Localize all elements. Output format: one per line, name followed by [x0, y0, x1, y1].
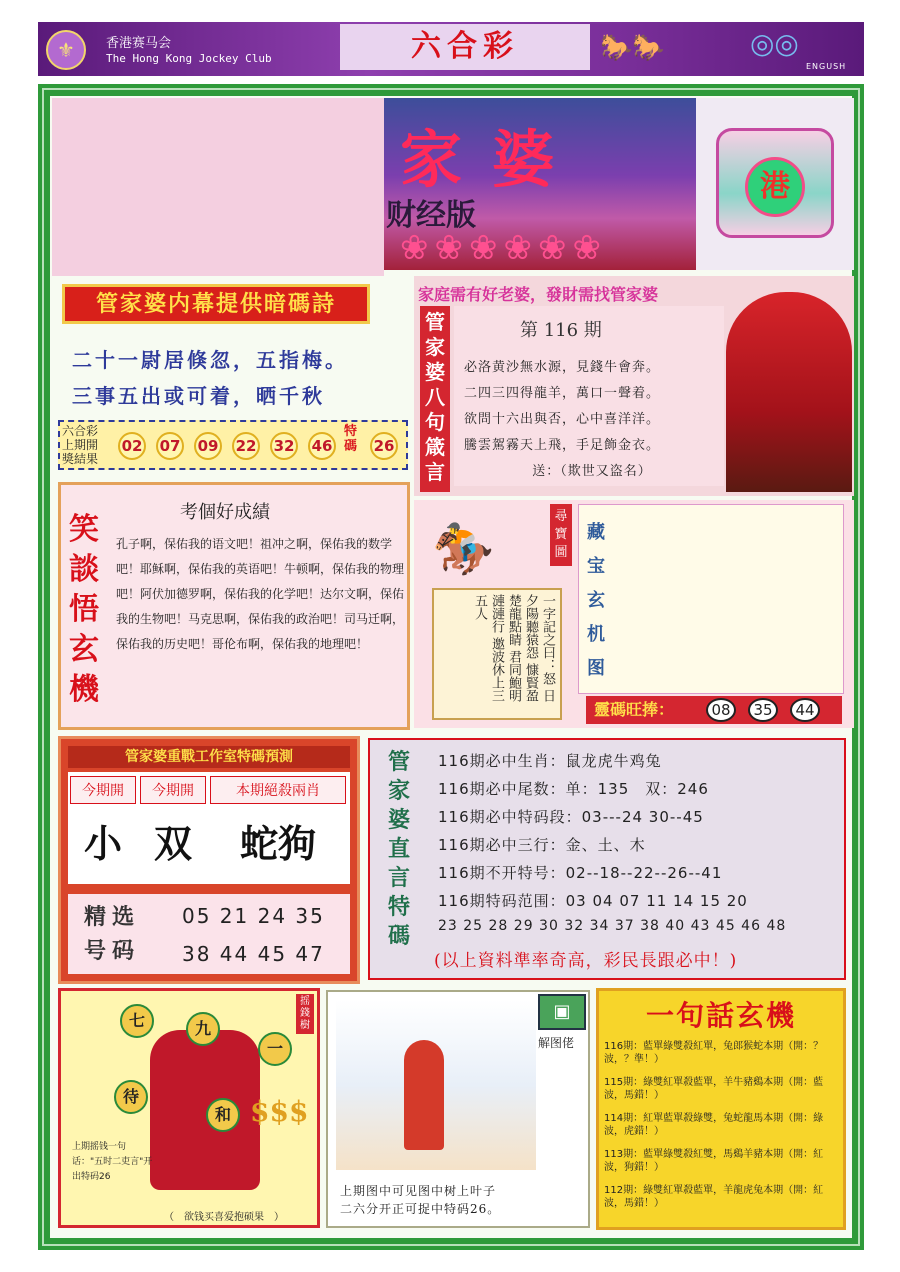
- riddle-line: 113期：藍單綠雙殺紅雙，馬鷄羊豬本期（開：紅波，狗錯！）: [604, 1149, 824, 1173]
- joke-vertical-title: 笑 談 悟 玄 機: [69, 512, 99, 707]
- forecast-value: 蛇狗: [239, 821, 316, 866]
- joke-text: 孔子啊，保佑我的语文吧！祖冲之啊，保佑我的数学吧！耶稣啊，保佑我的英语吧！牛顿啊，保佑我的物理吧！阿伏加德罗啊，保佑我的化学吧！达尔文啊，保佑我的生物吧！马克思啊，保佑我的政治吧！司马迁啊，保佑我的历史吧！哥伦布啊，保佑我的地理吧！: [116, 537, 405, 651]
- lucky-number: 35: [748, 698, 778, 722]
- special-ball: 26: [370, 432, 398, 460]
- tree-coin: 七: [120, 1004, 154, 1038]
- page-title: 六合彩: [340, 24, 590, 70]
- poem-gift-line: 送：（欺世又盗名）: [532, 464, 652, 479]
- direct-tips-vertical-title: 管 家 婆 直 言 特 碼: [387, 749, 410, 949]
- tip-line: 116期必中生肖：鼠龙虎牛鸡兔: [438, 752, 662, 770]
- map-vertical-title: 藏 宝 玄 机 图: [587, 522, 605, 679]
- money-tree-caption: （ 欲钱买喜爱抱硕果 ）: [164, 1212, 284, 1223]
- tip-line: 116期特码范围：03 04 07 11 14 15 20: [438, 892, 748, 910]
- jockey-horse-icon: 🏇: [432, 520, 495, 578]
- tip-line: 116期不开特号：02--18--22--26--41: [438, 864, 723, 882]
- poem-line: 二十一尉居倏忽，五指梅。: [72, 348, 348, 372]
- blank-pink-panel: [52, 98, 384, 276]
- org-name-cn: 香港赛马会: [106, 36, 172, 51]
- forecast-value: 小: [83, 821, 122, 866]
- result-ball: 09: [194, 432, 222, 460]
- forecast-value: 双: [153, 821, 192, 866]
- riddle-title: 一句話玄機: [645, 999, 796, 1032]
- lucky-number: 08: [706, 698, 736, 722]
- result-ball: 02: [118, 432, 146, 460]
- lotus-row-icon: ❀❀❀❀❀❀: [400, 228, 607, 268]
- result-ball: 32: [270, 432, 298, 460]
- scene-line: 上期图中可见图中树上叶子: [340, 1184, 497, 1198]
- direct-note: (以上資料準率奇高，彩民長跟必中！): [434, 951, 738, 971]
- poem-title: 管家婆内幕提供暗碼詩: [62, 284, 370, 324]
- robed-figure-illustration: [404, 1040, 444, 1150]
- result-ball: 46: [308, 432, 336, 460]
- solve-picture-label: 解图佬: [538, 1036, 575, 1050]
- results-label: 六合彩 上期開 獎結果: [62, 424, 99, 466]
- tip-line: 116期必中三行：金、土、木: [438, 836, 646, 854]
- scene-line: 二六分开正可捉中特码26。: [340, 1202, 501, 1216]
- money-symbols-icon: $$$: [250, 1095, 309, 1128]
- scroll-text: 一字記之曰：怒 日夕陽聽猿怨 慷賢盈楚龍點睛 君同鮑明漣漣行 邀波休上三五人: [472, 594, 555, 703]
- tip-line: 116期必中特码段：03---24 30--45: [438, 808, 704, 826]
- poem-line: 二四三四得龍羊，萬口一聲着。: [464, 386, 661, 401]
- special-label: 特碼: [344, 424, 358, 454]
- poem-line: 欲問十六出與否，心中喜洋洋。: [464, 412, 661, 427]
- result-ball: 22: [232, 432, 260, 460]
- poem-line: 三事五出或可着，晒千秋: [72, 384, 325, 408]
- lucky-number: 44: [790, 698, 820, 722]
- poem-line: 必洛黄沙無水源，見錢牛會奔。: [464, 360, 661, 375]
- racing-horses-icon: 🐎🐎: [600, 33, 665, 63]
- wife-headline: 家庭需有好老婆，發財需找管家婆: [418, 285, 659, 304]
- forecast-header: 本期絕殺兩肖: [210, 776, 346, 804]
- forecast-header: 今期開: [140, 776, 206, 804]
- org-name-en: The Hong Kong Jockey Club: [106, 52, 272, 65]
- selected-numbers-row: 38 44 45 47: [182, 942, 325, 966]
- tree-coin: 和: [206, 1098, 240, 1132]
- issue-number: 第 116 期: [520, 320, 602, 341]
- money-tree-icon: [150, 1030, 260, 1190]
- tip-line: 23 25 28 29 30 32 34 37 38 40 43 45 46 48: [438, 918, 787, 934]
- forecast-header: 今期開: [70, 776, 136, 804]
- money-tree-note: 上期摇钱一句话："五时二吏言"开出特码26: [72, 1142, 153, 1182]
- selected-numbers-label: 精选号码: [84, 904, 141, 964]
- english-link[interactable]: ENGUSH: [806, 62, 847, 71]
- banner-title: 家婆: [400, 123, 585, 196]
- tree-coin: 一: [258, 1032, 292, 1066]
- tree-coin: 九: [186, 1012, 220, 1046]
- forecast-title: 管家婆重戰工作室特碼預測: [68, 746, 350, 768]
- wife-vertical-title: 管 家 婆 八 句 箴 言: [420, 306, 450, 492]
- riddle-line: 115期：綠雙紅單殺藍單，羊牛豬鷄本期（開：藍波，馬錯！）: [604, 1077, 824, 1101]
- lucky-numbers-label: 靈碼旺捧：: [586, 696, 842, 724]
- riddle-line: 112期：綠雙紅單殺藍單，羊龍虎兔本期（開：紅波，馬錯！）: [604, 1185, 824, 1209]
- banner-subtitle: 财经版: [386, 198, 476, 233]
- treasure-map-illustration: [578, 504, 844, 694]
- riddle-line: 116期：藍單綠雙殺紅單，兔郎猴蛇本期（開：？波，？準！）: [604, 1041, 824, 1065]
- joke-title: 考個好成績: [180, 502, 270, 523]
- result-ball: 07: [156, 432, 184, 460]
- bride-illustration: [726, 292, 852, 492]
- rings-logo-icon: ◎◎: [750, 27, 799, 60]
- direct-tips-panel: [368, 738, 846, 980]
- jockey-club-logo-icon: ⚜: [46, 30, 86, 70]
- money-tree-tag: 摇 錢 樹: [296, 994, 314, 1034]
- lantern-character: 港: [745, 157, 805, 217]
- poem-line: 騰雲駕霧天上飛，手足飾金衣。: [464, 438, 661, 453]
- riddle-line: 114期：紅單藍單殺綠雙，兔蛇龍馬本期（開：綠波，虎錯！）: [604, 1113, 824, 1137]
- solve-picture-icon: ▣: [538, 994, 586, 1030]
- tip-line: 116期必中尾数：单：135 双：246: [438, 780, 709, 798]
- tree-coin: 待: [114, 1080, 148, 1114]
- seek-map-label: 尋 寶 圖: [550, 504, 572, 566]
- selected-numbers-row: 05 21 24 35: [182, 904, 325, 928]
- lantern-icon: [716, 128, 834, 238]
